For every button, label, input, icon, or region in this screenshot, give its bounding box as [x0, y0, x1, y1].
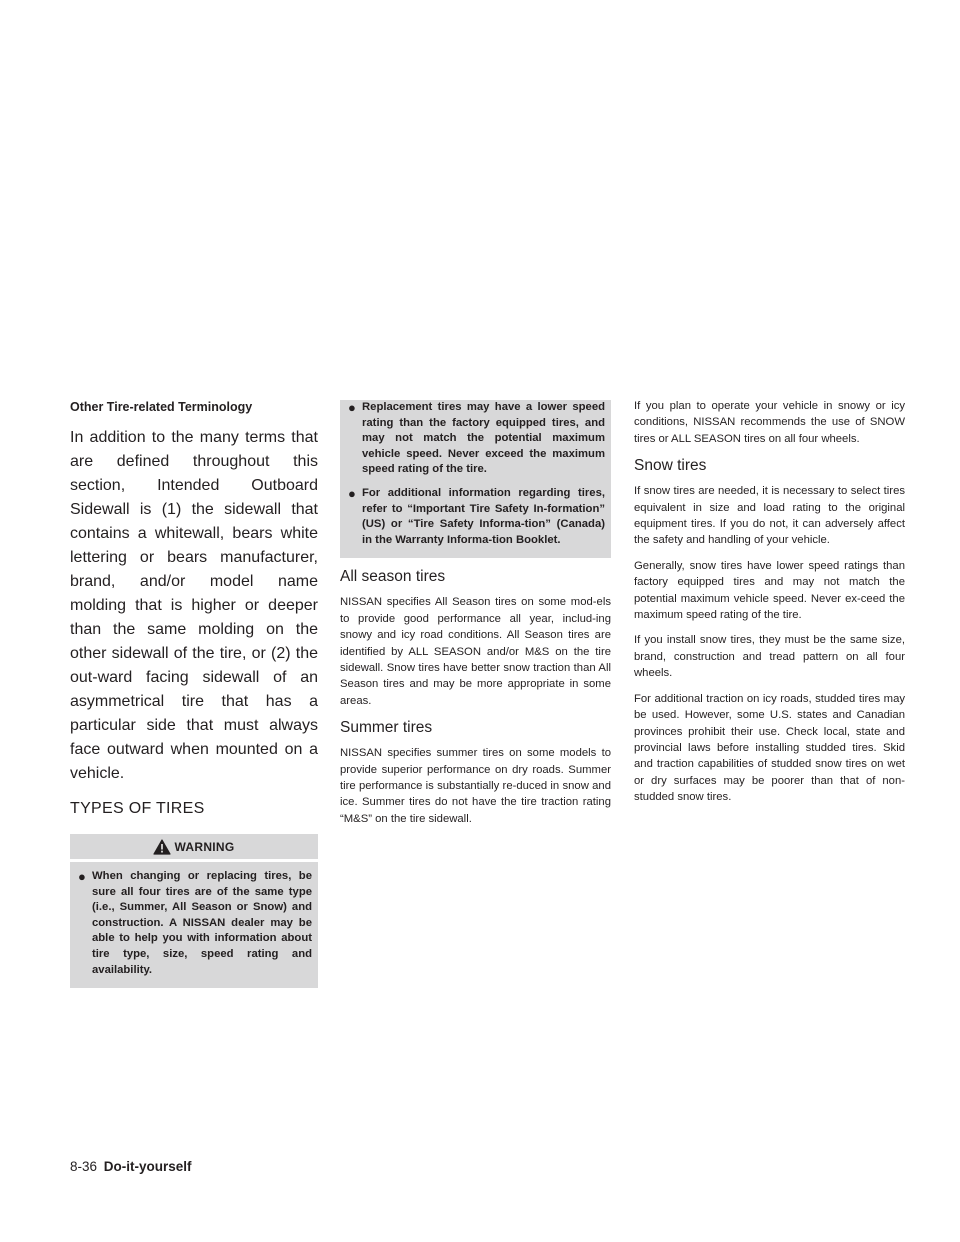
warning-box-continued [340, 400, 611, 558]
warning-list-continued [340, 400, 611, 552]
page-number: 8-36 [70, 1159, 98, 1174]
warning-item-text: Replacement tires may have a lower speed rating than the factory equipped tires, and may not match the potential maximum vehicle speed. Never exceed the maximum speed rating of the tire. [362, 401, 605, 476]
section-name: Do-it-yourself [103, 1159, 192, 1174]
page-footer [70, 1159, 192, 1174]
heading-all-season-tires: All season tires [340, 568, 446, 586]
heading-snow-tires: Snow tires [634, 457, 707, 475]
warning-item [78, 869, 312, 978]
snow-paragraph: If you install snow tires, they must be the same size, brand, construction and tread pattern on all four wheels. [634, 634, 905, 680]
warning-label: WARNING [174, 839, 235, 854]
heading-summer-tires: Summer tires [340, 719, 433, 737]
warning-item [348, 486, 605, 548]
warning-box [70, 834, 318, 988]
column-right [634, 398, 905, 815]
bullet-icon: ● [78, 869, 86, 884]
column-middle [340, 400, 611, 836]
bullet-icon: ● [348, 485, 356, 501]
bullet-icon: ● [348, 400, 356, 415]
snow-paragraph: If snow tires are needed, it is necessary to select tires equivalent in size and load rating to the original equipment tires. If you do not, it can adversely affect the safety and handling of your vehicle. [634, 485, 905, 547]
warning-item [348, 400, 605, 478]
warning-item-text: When changing or replacing tires, be sure all four tires are of the same type (i.e., Summer, All Season or Snow) and construction. A NISSAN dealer may be able to help you with information about tire type, size, speed rating and availability. [92, 870, 312, 976]
warning-triangle-icon [153, 839, 171, 855]
all-season-paragraph: NISSAN specifies All Season tires on some mod-els to provide good performance all year, includ-ing snowy and icy road conditions. All Season tires are identified by ALL SEASON and/or M&S on the tire sidewall. Snow tires have better snow traction than All Season tires and may be more appropriate in some areas. [340, 596, 611, 707]
snow-paragraph: For additional traction on icy roads, studded tires may be used. However, some U.S. states and Canadian provinces prohibit their use. Check local, state and provincial laws before installing studded tires. Skid and traction capabilities of studded snow tires on wet or dry surfaces may be poorer than that of non-studded snow tires. [634, 692, 905, 804]
section-title-types-of-tires: TYPES OF TIRES [70, 800, 205, 817]
warning-header [70, 834, 318, 859]
column-left [70, 400, 318, 996]
subheading-terminology: Other Tire-related Terminology [70, 400, 253, 414]
warning-list [70, 862, 318, 982]
summer-paragraph: NISSAN specifies summer tires on some models to provide superior performance on dry roads. Summer tire performance is substantially re-duced in snow and ice. Summer tires do not have the tire traction rating “M&S” on the tire sidewall. [340, 747, 611, 825]
terminology-paragraph: In addition to the many terms that are defined throughout this section, Intended Outboard Sidewall is (1) the sidewall that contains a whitewall, bears white lettering or bears manufacturer, brand, and/or model name molding that is higher or deeper than the same molding on the other sidewall of the tire, or (2) the out-ward facing sidewall of an asymmetrical tire that has a particular side that must always face outward when mounted on a vehicle. [70, 429, 318, 782]
snow-paragraph: Generally, snow tires have lower speed ratings than factory equipped tires and may not match the potential maximum vehicle speed. Never ex-ceed the maximum speed rating of the tire. [634, 559, 905, 622]
snowy-conditions-paragraph: If you plan to operate your vehicle in snowy or icy conditions, NISSAN recommends the use of SNOW tires or ALL SEASON tires on all four wheels. [634, 400, 905, 445]
warning-item-text: For additional information regarding tires, refer to “Important Tire Safety In-formation” (US) or “Tire Safety Informa-tion” (Canada) in the Warranty Informa-tion Booklet. [362, 486, 605, 546]
